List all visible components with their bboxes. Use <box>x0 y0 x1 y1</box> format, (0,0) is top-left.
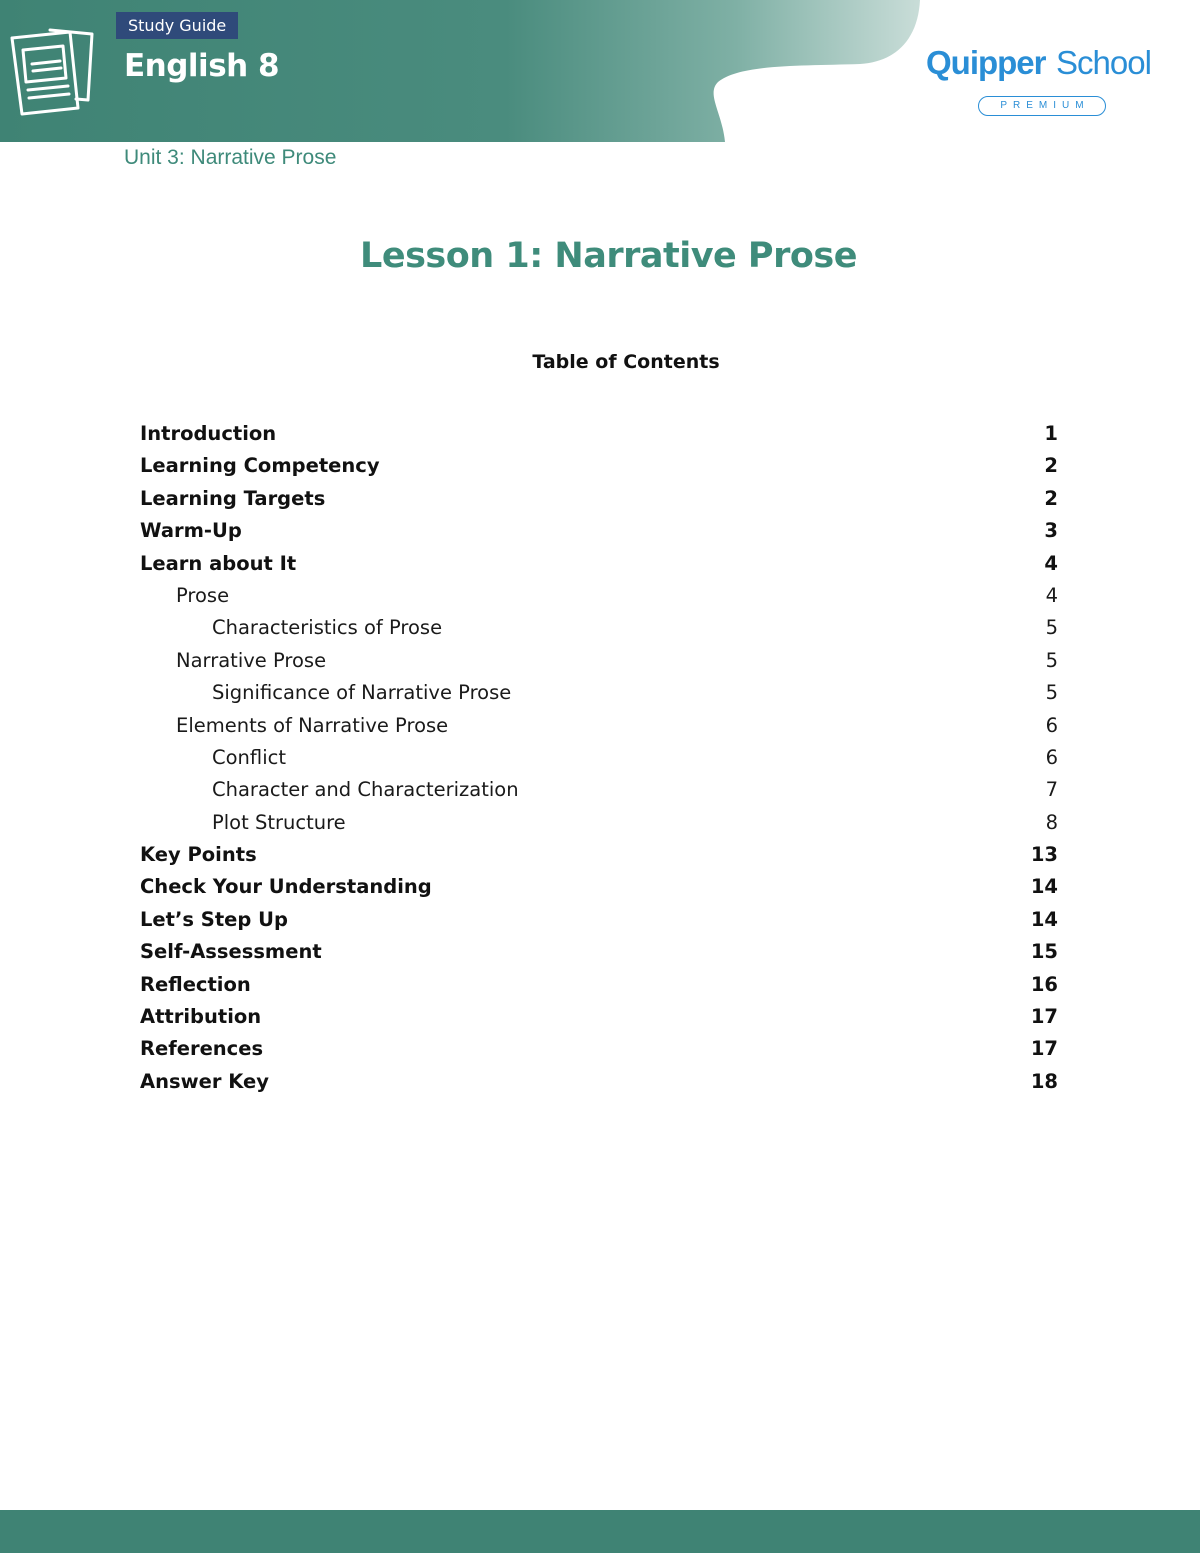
toc-entry-label: Elements of Narrative Prose <box>176 713 449 737</box>
toc-entry[interactable] <box>140 774 1060 806</box>
toc-entry[interactable] <box>140 1066 1060 1098</box>
subject-title: English 8 <box>124 48 280 84</box>
toc-entry-page: 8 <box>1045 810 1058 834</box>
table-of-contents <box>140 418 1060 1098</box>
toc-entry-label: Answer Key <box>140 1069 269 1093</box>
toc-entry[interactable] <box>140 450 1060 482</box>
logo-product: School <box>1056 44 1151 81</box>
toc-entry[interactable] <box>140 807 1060 839</box>
toc-entry-label: Check Your Understanding <box>140 875 432 899</box>
toc-entry-page: 5 <box>1045 681 1058 705</box>
toc-heading: Table of Contents <box>532 351 720 373</box>
toc-entry[interactable] <box>140 580 1060 612</box>
toc-entry[interactable] <box>140 871 1060 903</box>
toc-entry[interactable] <box>140 418 1060 450</box>
toc-entry-label: Warm-Up <box>140 519 242 543</box>
toc-entry-label: Let’s Step Up <box>140 907 288 931</box>
toc-entry-label: Significance of Narrative Prose <box>212 681 512 705</box>
study-guide-badge: Study Guide <box>116 12 238 39</box>
toc-entry-label: Character and Characterization <box>212 778 519 802</box>
toc-entry-page: 13 <box>1030 843 1058 867</box>
logo-premium-tag: PREMIUM <box>978 96 1106 116</box>
unit-title: Unit 3: Narrative Prose <box>124 146 337 169</box>
toc-entry-page: 5 <box>1045 616 1058 640</box>
toc-entry-page: 3 <box>1044 519 1058 543</box>
toc-entry-page: 15 <box>1030 940 1058 964</box>
footer-bar <box>0 1510 1200 1553</box>
toc-entry-page: 17 <box>1030 1005 1058 1029</box>
toc-entry-label: References <box>140 1037 264 1061</box>
toc-entry-page: 7 <box>1045 778 1058 802</box>
toc-entry[interactable] <box>140 515 1060 547</box>
toc-entry-page: 16 <box>1030 972 1058 996</box>
toc-entry-label: Learning Targets <box>140 486 326 510</box>
toc-entry[interactable] <box>140 645 1060 677</box>
toc-entry-label: Introduction <box>140 422 277 445</box>
toc-entry[interactable] <box>140 742 1060 774</box>
toc-entry[interactable] <box>140 710 1060 742</box>
toc-entry-label: Learning Competency <box>140 454 380 478</box>
toc-entry-page: 4 <box>1044 551 1058 575</box>
toc-entry[interactable] <box>140 1033 1060 1065</box>
toc-entry-label: Narrative Prose <box>176 648 327 672</box>
logo-brand: Quipper <box>926 44 1046 81</box>
toc-entry[interactable] <box>140 548 1060 580</box>
toc-entry-label: Self-Assessment <box>140 940 322 964</box>
toc-entry[interactable] <box>140 483 1060 515</box>
toc-entry-label: Prose <box>176 583 230 607</box>
toc-entry[interactable] <box>140 904 1060 936</box>
toc-entry[interactable] <box>140 839 1060 871</box>
toc-entry[interactable] <box>140 969 1060 1001</box>
toc-entry-label: Key Points <box>140 843 257 867</box>
toc-entry-page: 5 <box>1045 648 1058 672</box>
study-guide-icon <box>8 24 98 118</box>
toc-entry-label: Attribution <box>140 1005 262 1029</box>
toc-entry-page: 14 <box>1030 875 1058 899</box>
toc-entry-label: Plot Structure <box>212 810 346 834</box>
toc-entry-label: Conflict <box>212 745 286 769</box>
toc-entry-page: 14 <box>1030 907 1058 931</box>
quipper-school-logo <box>926 44 1166 120</box>
toc-entry[interactable] <box>140 1001 1060 1033</box>
lesson-title: Lesson 1: Narrative Prose <box>360 236 857 276</box>
toc-entry-label: Characteristics of Prose <box>212 616 443 640</box>
toc-entry-page: 6 <box>1045 745 1058 769</box>
toc-entry-label: Learn about It <box>140 551 297 575</box>
toc-entry-page: 2 <box>1044 486 1058 510</box>
toc-entry-page: 18 <box>1030 1069 1058 1093</box>
toc-entry-page: 1 <box>1044 422 1058 445</box>
toc-entry-page: 6 <box>1045 713 1058 737</box>
toc-entry[interactable] <box>140 612 1060 644</box>
toc-entry-label: Reflection <box>140 972 251 996</box>
toc-entry-page: 2 <box>1044 454 1058 478</box>
toc-entry[interactable] <box>140 677 1060 709</box>
toc-entry[interactable] <box>140 936 1060 968</box>
toc-entry-page: 17 <box>1030 1037 1058 1061</box>
toc-entry-page: 4 <box>1045 583 1058 607</box>
